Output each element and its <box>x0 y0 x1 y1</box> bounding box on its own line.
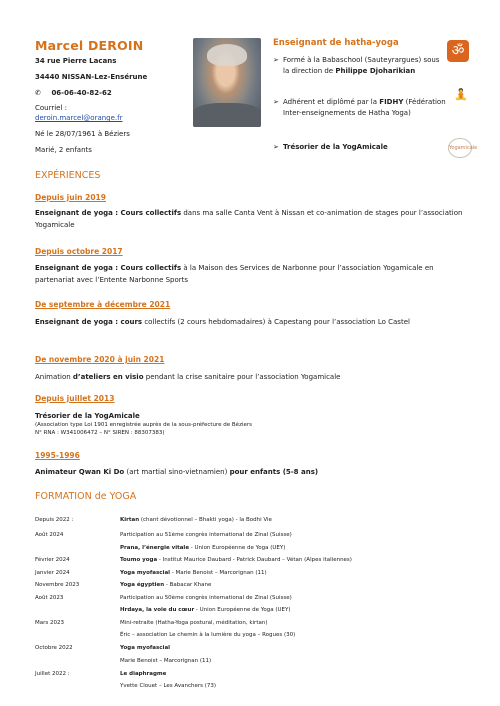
exp-text-5: Trésorier de la YogAmicale <box>35 412 140 420</box>
formation-date: Février 2024 <box>35 557 70 563</box>
formation-detail: Marie Benoist – Marcorignan (11) <box>120 658 212 664</box>
yogamicale-logo: Yogamicale <box>448 138 472 158</box>
formation-heading: FORMATION de YOGA <box>35 491 137 502</box>
exp-date-5: Depuis juillet 2013 <box>35 394 115 403</box>
formation-date: Octobre 2022 <box>35 645 73 651</box>
exp-date-6: 1995-1996 <box>35 451 80 460</box>
formation-detail: Participation au 50ème congrès international de Zinal (Suisse) <box>120 595 292 601</box>
exp-text-3: Enseignant de yoga : cours collectifs (2 cours hebdomadaires) à Capestang pour l’association Lo Castel <box>35 318 410 326</box>
birth-info: Né le 28/07/1961 à Béziers <box>35 130 130 138</box>
exp-date-4: De novembre 2020 à juin 2021 <box>35 355 165 364</box>
family-info: Marié, 2 enfants <box>35 146 92 154</box>
exp-text-2: Enseignant de yoga : Cours collectifs à la Maison des Services de Narbonne pour l’association Yogamicale en partenariat avec l’Entente Narbonne Sports <box>35 264 434 284</box>
formation-detail: Yoga myofascial - Marie Benoist – Marcorignan (11) <box>120 570 267 576</box>
exp-date-3: De septembre à décembre 2021 <box>35 300 171 309</box>
experiences-heading: EXPÉRIENCES <box>35 170 101 181</box>
formation-detail: Toumo yoga - Institut Maurice Daubard - Patrick Daubard – Vétan (Alpes italiennes) <box>120 557 352 563</box>
exp-text-5-line3: N° RNA : W341006472 – N° SIREN : 88307383) <box>35 430 165 436</box>
formation-detail: Participation au 51ème congrès international de Zinal (Suisse) <box>120 532 292 538</box>
phone-line <box>35 89 112 97</box>
exp-date-2: Depuis octobre 2017 <box>35 247 123 256</box>
phone-icon: ✆ <box>35 89 41 97</box>
formation-detail: Kirtan (chant dévotionnel – Bhakti yoga) - la Bodhi Vie <box>120 517 272 523</box>
formation-detail: Éric – association Le chemin à la lumière du yoga – Rogues (30) <box>120 632 296 638</box>
formation-detail: Yvette Clouet – Les Avanchers (73) <box>120 683 217 689</box>
address-line-1: 34 rue Pierre Lacans <box>35 57 117 65</box>
formation-date: Juillet 2022 : <box>35 671 70 677</box>
address-line-2: 34440 NISSAN-Lez-Ensérune <box>35 73 148 81</box>
profile-photo <box>193 38 261 127</box>
phone-number: 06-06-40-82-62 <box>51 89 112 97</box>
arrow-icon: ➢ <box>273 98 279 106</box>
formation-date: Janvier 2024 <box>35 570 70 576</box>
arrow-icon: ➢ <box>273 56 279 64</box>
cv-page: Marcel DEROIN 34 rue Pierre Lacans 34440 NISSAN-Lez-Ensérune ✆ 06-06-40-82-62 Courriel : deroin.marcel@orange.fr Né le 28/07/1961 à Béziers Marié, 2 enfants Enseignant de hatha-yoga ➢ Formé à la Babaschool (Sauteyrargues) sous la direction de Philippe Djoharikian ➢ Adhérent et diplômé par la FIDHY (Fédération Inter-enseignements de Hatha Yoga) ➢ Trésorier de la YogAmicale ॐ 🧘 Yogamicale EXPÉRIENCES Depuis juin 2019 Enseignant de yoga : Cours collectifs dans ma salle Canta Vent à Nissan et co-animation de stages pour l’association Yogamicale Depuis octobre 2017 Enseignant de yoga : Cours collectifs à la Maison des Services de Narbonne pour l’association Yogamicale en partenariat avec l’Entente Narbonne Sports De septembre à décembre 2021 Enseignant de yoga : cours collectifs (2 cours hebdomadaires) à Capestang pour l’association Lo Castel De novembre 2020 à juin 2021 Animation d’ateliers en visio pendant la crise sanitaire pour l’association Yogamicale Depuis juillet 2013 Trésorier de la YogAmicale (Association type Loi 1901 enregistrée auprès de la sous-préfecture de Béziers N° RNA : W341006472 – N° SIREN : 88307383) 1995-1996 Animateur Qwan Ki Do (art martial sino-vietnamien) pour enfants (5-8 ans) FORMATION de YOGA Depuis 2022 : Kirtan (chant dévotionnel – Bhakti yoga) - la Bodhi Vie Août 2024 Participation au 51ème congrès international de Zinal (Suisse) Prana, l’énergie vitale - Union Européenne de Yoga (UEY) Février 2024 Toumo yoga - Institut Maurice Daubard - Patrick Daubard – Vétan (Alpes italiennes) Janvier 2024 Yoga myofascial - Marie Benoist – Marcorignan (11) Novembre 2023 Yoga égyptien - Babacar Khane Août 2023 Participation au 50ème congrès international de Zinal (Suisse) Hrdaya, la voie du cœur - Union Européenne de Yoga (UEY) Mars 2023 Mini-retraite (Hatha-Yoga postural, méditation, kirtan) Éric – association Le chemin à la lumière du yoga – Rogues (30) Octobre 2022 Yoga myofascial Marie Benoist – Marcorignan (11) Juillet 2022 : Le diaphragme Yvette Clouet – Les Avanchers (73) <box>35 38 478 689</box>
email-link[interactable]: deroin.marcel@orange.fr <box>35 114 123 122</box>
formation-date: Novembre 2023 <box>35 582 80 588</box>
formation-date: Mars 2023 <box>35 620 64 626</box>
arrow-icon: ➢ <box>273 143 279 151</box>
formation-detail: Mini-retraite (Hatha-Yoga postural, méditation, kirtan) <box>120 620 268 626</box>
exp-text-1: Enseignant de yoga : Cours collectifs dans ma salle Canta Vent à Nissan et co-animation de stages pour l’association Yogamicale <box>35 209 463 229</box>
exp-text-4: Animation d’ateliers en visio pendant la crise sanitaire pour l’association Yogamicale <box>35 373 341 381</box>
formation-date: Août 2023 <box>35 595 64 601</box>
formation-date: Août 2024 <box>35 532 64 538</box>
formation-detail: Hrdaya, la voie du cœur - Union Européenne de Yoga (UEY) <box>120 607 291 613</box>
exp-text-5-line2: (Association type Loi 1901 enregistrée auprès de la sous-préfecture de Béziers <box>35 422 252 428</box>
formation-date: Depuis 2022 : <box>35 517 74 523</box>
yoga-pose-icon: 🧘 <box>454 88 468 101</box>
formation-detail: Le diaphragme <box>120 671 167 677</box>
person-name: Marcel DEROIN <box>35 38 144 53</box>
formation-detail: Yoga myofascial <box>120 645 171 651</box>
formation-detail: Yoga égyptien - Babacar Khane <box>120 582 212 588</box>
email-label: Courriel : <box>35 104 68 112</box>
formation-detail: Prana, l’énergie vitale - Union Européenne de Yoga (UEY) <box>120 545 286 551</box>
exp-date-1: Depuis juin 2019 <box>35 193 106 202</box>
exp-text-6: Animateur Qwan Ki Do (art martial sino-vietnamien) pour enfants (5-8 ans) <box>35 468 319 476</box>
job-title: Enseignant de hatha-yoga <box>273 38 399 48</box>
om-icon: ॐ <box>447 40 469 62</box>
